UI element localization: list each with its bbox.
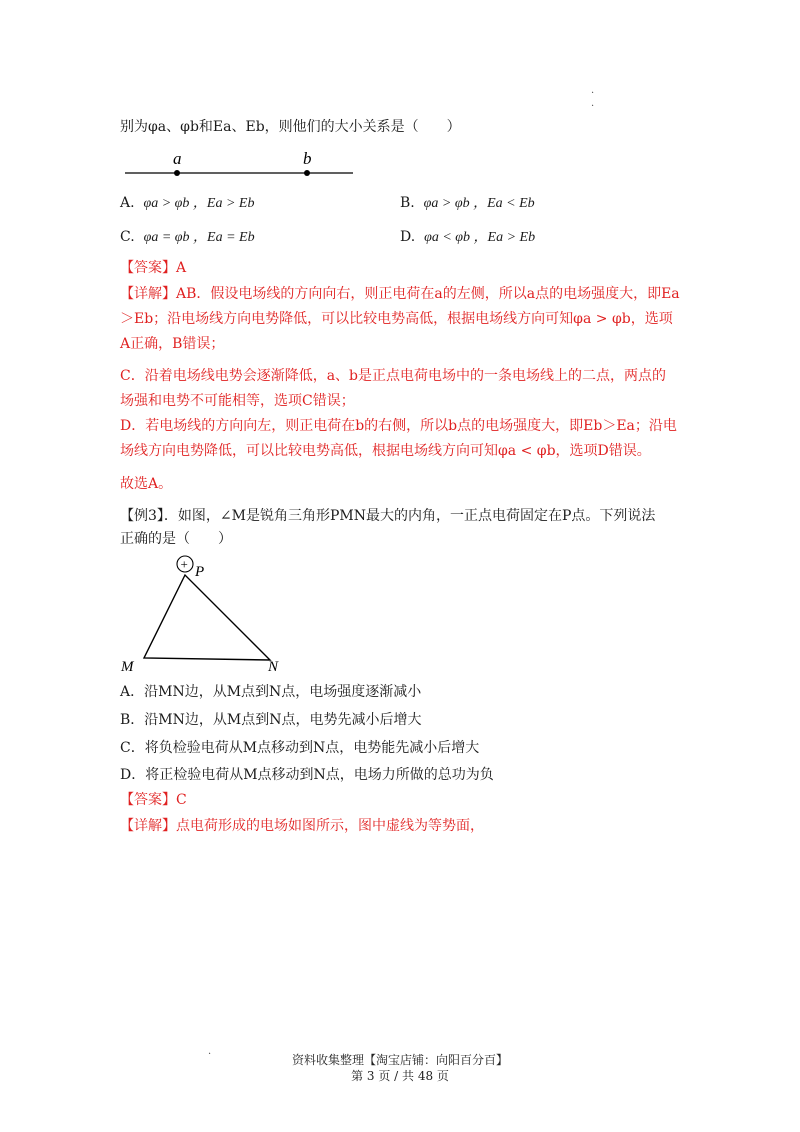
question-stem: 别为φa、φb和Ea、Eb，则他们的大小关系是（ ） (120, 119, 461, 135)
header-mark: · (591, 101, 595, 112)
charge-sign: + (180, 556, 188, 572)
example-option-b: B．沿MN边，从M点到N点，电势先减小后增大 (120, 712, 422, 728)
label-n: N (268, 659, 279, 675)
label-a: a (173, 149, 182, 168)
example-stem-cont: 正确的是（ ） (120, 531, 232, 547)
option-d: D. φa < φb ，Ea > Eb (400, 229, 536, 245)
answer: 【答案】A (120, 260, 187, 276)
footer-mark: · (208, 1049, 212, 1060)
example-explanation: 【详解】点电荷形成的电场如图所示，图中虚线为等势面， (120, 818, 484, 834)
example-option-c: C．将负检验电荷从M点移动到N点，电势能先减小后增大 (120, 740, 480, 756)
explanation-d: D．若电场线的方向向左，则正电荷在b的右侧，所以b点的电场强度大，即Eb＞Ea；沿电场线方向电势降低，可以比较电势高低，根据电场线方向可知φa < φb，选项D错误。 (120, 418, 677, 459)
header-mark: · (591, 88, 595, 99)
field-line-figure (120, 148, 360, 184)
triangle-pmn (144, 575, 270, 660)
label-p: P (195, 564, 205, 580)
explanation-ab: 【详解】AB．假设电场线的方向向右，则正电荷在a的左侧，所以a点的电场强度大，即Ea＞Eb；沿电场线方向电势降低，可以比较电势高低，根据电场线方向可知φa > φb，选项A正确，B错误； (120, 286, 680, 352)
example-option-a: A．沿MN边，从M点到N点，电场强度逐渐减小 (120, 684, 422, 700)
option-a: A. φa > φb ，Ea > Eb (120, 195, 255, 211)
explanation-c: C．沿着电场线电势会逐渐降低，a、b是正点电荷电场中的一条电场线上的二点，两点的场强和电势不可能相等，选项C错误； (120, 368, 667, 409)
label-b: b (303, 149, 312, 168)
explanation-conclusion: 故选A。 (120, 476, 173, 492)
example-title: 【例3】．如图，∠M是锐角三角形PMN最大的内角，一正点电荷固定在P点。下列说法 (120, 508, 656, 524)
triangle-figure (118, 550, 288, 675)
option-c: C. φa = φb ，Ea = Eb (120, 229, 255, 245)
point-b (304, 170, 310, 176)
page-number: 第 3 页 / 共 48 页 (351, 1069, 449, 1083)
option-b: B. φa > φb ，Ea < Eb (400, 195, 535, 211)
label-m: M (121, 659, 134, 675)
example-answer: 【答案】C (120, 792, 187, 808)
example-option-d: D．将正检验电荷从M点移动到N点，电场力所做的总功为负 (120, 767, 494, 783)
point-a (174, 170, 180, 176)
footer-source: 资料收集整理【淘宝店铺：向阳百分百】 (291, 1053, 508, 1067)
